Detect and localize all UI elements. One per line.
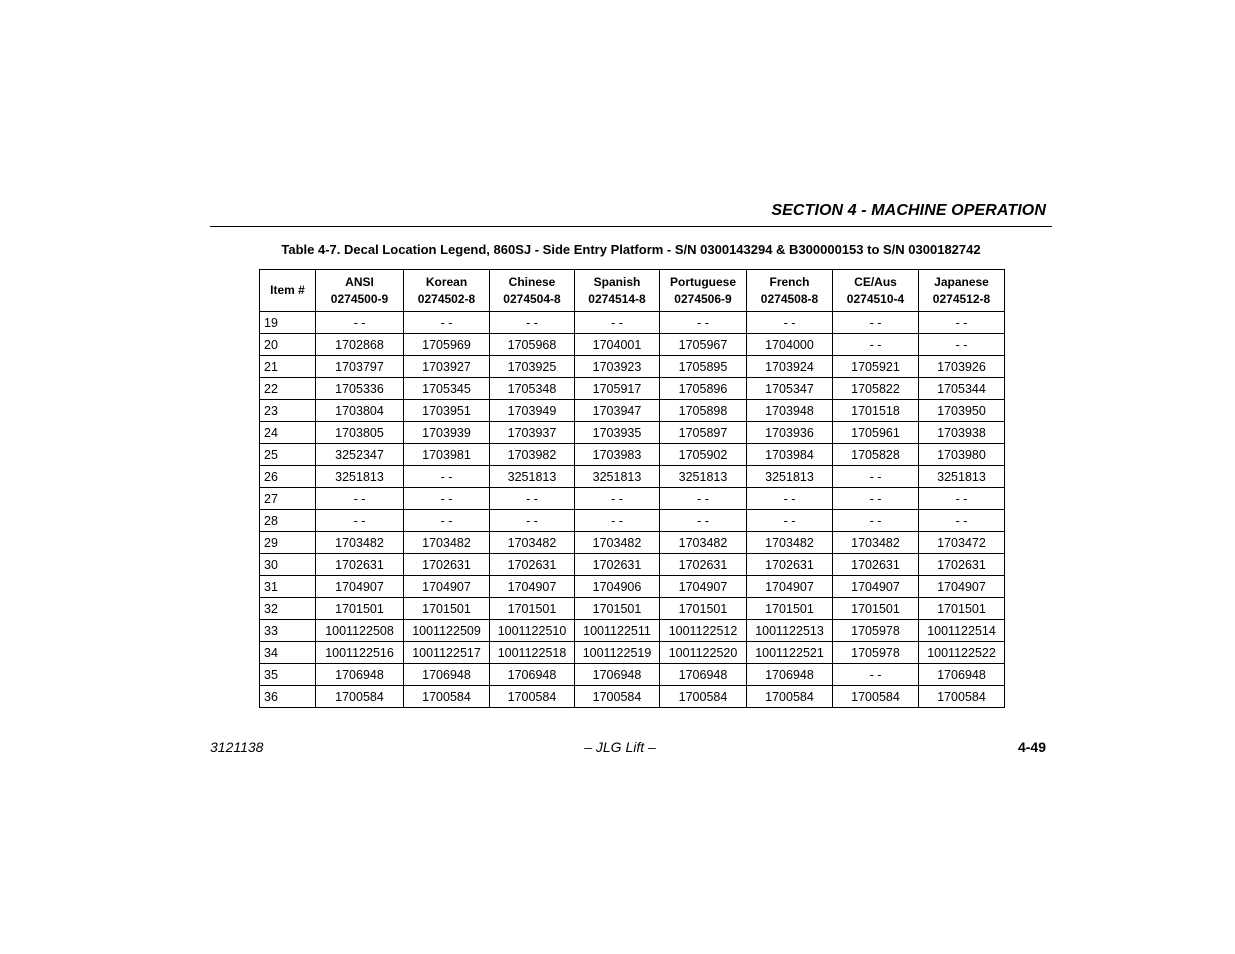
item-number-cell: 20	[260, 334, 316, 356]
item-number-cell: 24	[260, 422, 316, 444]
part-number-cell: - -	[833, 466, 919, 488]
part-number-cell: 1704907	[919, 576, 1005, 598]
column-header-name: Chinese	[508, 274, 556, 289]
part-number-cell: - -	[660, 510, 747, 532]
column-header-code: 0274508-8	[760, 291, 819, 306]
part-number-cell: - -	[919, 312, 1005, 334]
part-number-cell: 1001122517	[404, 642, 490, 664]
table-row	[260, 532, 1005, 554]
part-number-cell: 1703482	[833, 532, 919, 554]
part-number-cell: 1702631	[575, 554, 660, 576]
column-header-code: 0274514-8	[588, 291, 646, 306]
part-number-cell: 1703925	[490, 356, 575, 378]
column-header-name: French	[769, 274, 810, 289]
part-number-cell: 1705969	[404, 334, 490, 356]
part-number-cell: 1701501	[575, 598, 660, 620]
part-number-cell: 1701518	[833, 400, 919, 422]
column-header-code: 0274506-9	[674, 291, 732, 306]
part-number-cell: 1705336	[316, 378, 404, 400]
part-number-cell: 1703482	[660, 532, 747, 554]
part-number-cell: 1001122518	[490, 642, 575, 664]
part-number-cell: 1705345	[404, 378, 490, 400]
part-number-cell: 1001122514	[919, 620, 1005, 642]
part-number-cell: 1706948	[747, 664, 833, 686]
part-number-cell: 1700584	[575, 686, 660, 708]
part-number-cell: 1703984	[747, 444, 833, 466]
table-header-row	[260, 270, 1005, 312]
part-number-cell: - -	[919, 510, 1005, 532]
table-row	[260, 312, 1005, 334]
part-number-cell: - -	[919, 488, 1005, 510]
column-header-spanish	[575, 270, 660, 312]
item-number-cell: 21	[260, 356, 316, 378]
part-number-cell: - -	[833, 334, 919, 356]
part-number-cell: 1702631	[490, 554, 575, 576]
part-number-cell: 1703935	[575, 422, 660, 444]
part-number-cell: 1703980	[919, 444, 1005, 466]
part-number-cell: 1001122513	[747, 620, 833, 642]
part-number-cell: 1703482	[316, 532, 404, 554]
part-number-cell: 1703981	[404, 444, 490, 466]
part-number-cell: 1703804	[316, 400, 404, 422]
part-number-cell: - -	[919, 334, 1005, 356]
part-number-cell: 1703937	[490, 422, 575, 444]
item-number-cell: 31	[260, 576, 316, 598]
part-number-cell: 1703947	[575, 400, 660, 422]
part-number-cell: 1702868	[316, 334, 404, 356]
item-number-cell: 34	[260, 642, 316, 664]
part-number-cell: 1700584	[833, 686, 919, 708]
part-number-cell: 1701501	[747, 598, 833, 620]
part-number-cell: 1001122512	[660, 620, 747, 642]
part-number-cell: 1702631	[404, 554, 490, 576]
part-number-cell: 1701501	[316, 598, 404, 620]
table-row	[260, 664, 1005, 686]
item-number-cell: 30	[260, 554, 316, 576]
part-number-cell: 1703982	[490, 444, 575, 466]
table-row	[260, 598, 1005, 620]
part-number-cell: 1705968	[490, 334, 575, 356]
part-number-cell: 1001122511	[575, 620, 660, 642]
part-number-cell: - -	[404, 312, 490, 334]
part-number-cell: 1703924	[747, 356, 833, 378]
column-header-code: 0274512-8	[932, 291, 991, 306]
part-number-cell: 1705897	[660, 422, 747, 444]
item-number-cell: 28	[260, 510, 316, 532]
part-number-cell: 1001122516	[316, 642, 404, 664]
item-number-cell: 36	[260, 686, 316, 708]
part-number-cell: 1705978	[833, 642, 919, 664]
part-number-cell: - -	[316, 510, 404, 532]
part-number-cell: - -	[404, 466, 490, 488]
part-number-cell: 3251813	[490, 466, 575, 488]
part-number-cell: 1001122519	[575, 642, 660, 664]
footer-brand: – JLG Lift –	[584, 739, 656, 755]
column-header-item	[260, 270, 316, 312]
page-number: 4-49	[1017, 739, 1046, 755]
part-number-cell: 3251813	[316, 466, 404, 488]
part-number-cell: 1703805	[316, 422, 404, 444]
column-header-name: Spanish	[593, 274, 641, 289]
part-number-cell: 1705902	[660, 444, 747, 466]
column-header-portuguese	[660, 270, 747, 312]
part-number-cell: 1705896	[660, 378, 747, 400]
document-number: 3121138	[210, 739, 264, 755]
part-number-cell: 1704001	[575, 334, 660, 356]
part-number-cell: 3251813	[660, 466, 747, 488]
decal-location-table	[259, 269, 1005, 708]
part-number-cell: 1701501	[404, 598, 490, 620]
item-number-cell: 32	[260, 598, 316, 620]
part-number-cell: 1705344	[919, 378, 1005, 400]
part-number-cell: - -	[747, 510, 833, 532]
part-number-cell: - -	[575, 312, 660, 334]
part-number-cell: 1706948	[316, 664, 404, 686]
part-number-cell: 1704907	[316, 576, 404, 598]
part-number-cell: 3251813	[747, 466, 833, 488]
column-header-ce-aus	[833, 270, 919, 312]
part-number-cell: 1705895	[660, 356, 747, 378]
part-number-cell: 1703482	[490, 532, 575, 554]
part-number-cell: 1700584	[490, 686, 575, 708]
column-header-code: 0274510-4	[846, 291, 905, 306]
part-number-cell: - -	[575, 510, 660, 532]
part-number-cell: 1705961	[833, 422, 919, 444]
part-number-cell: 1704907	[833, 576, 919, 598]
part-number-cell: 1703983	[575, 444, 660, 466]
column-header-ansi	[316, 270, 404, 312]
part-number-cell: 1705978	[833, 620, 919, 642]
part-number-cell: 1703950	[919, 400, 1005, 422]
table-header	[260, 270, 1005, 312]
part-number-cell: 1706948	[660, 664, 747, 686]
part-number-cell: 1704907	[660, 576, 747, 598]
item-number-cell: 27	[260, 488, 316, 510]
column-header-french	[747, 270, 833, 312]
part-number-cell: 1705822	[833, 378, 919, 400]
part-number-cell: 1703482	[404, 532, 490, 554]
part-number-cell: 1700584	[919, 686, 1005, 708]
part-number-cell: 1001122510	[490, 620, 575, 642]
table-row	[260, 620, 1005, 642]
table-row	[260, 400, 1005, 422]
part-number-cell: - -	[404, 488, 490, 510]
table-row	[260, 378, 1005, 400]
part-number-cell: 1706948	[575, 664, 660, 686]
part-number-cell: 1702631	[833, 554, 919, 576]
part-number-cell: - -	[833, 510, 919, 532]
part-number-cell: - -	[833, 664, 919, 686]
item-number-cell: 26	[260, 466, 316, 488]
item-number-cell: 33	[260, 620, 316, 642]
part-number-cell: 1703949	[490, 400, 575, 422]
item-number-cell: 22	[260, 378, 316, 400]
part-number-cell: - -	[404, 510, 490, 532]
part-number-cell: 1706948	[919, 664, 1005, 686]
part-number-cell: 1001122521	[747, 642, 833, 664]
column-header-korean	[404, 270, 490, 312]
part-number-cell: 1702631	[919, 554, 1005, 576]
part-number-cell: 1702631	[660, 554, 747, 576]
part-number-cell: 1705921	[833, 356, 919, 378]
table-title: Table 4-7. Decal Location Legend, 860SJ - Side Entry Platform - S/N 0300143294 & B300000153 to S/N 0300182742	[281, 242, 981, 257]
table-row	[260, 422, 1005, 444]
part-number-cell: 1701501	[490, 598, 575, 620]
part-number-cell: 1705898	[660, 400, 747, 422]
part-number-cell: 1703482	[747, 532, 833, 554]
part-number-cell: 1705967	[660, 334, 747, 356]
part-number-cell: 1706948	[404, 664, 490, 686]
part-number-cell: - -	[660, 488, 747, 510]
part-number-cell: 1703472	[919, 532, 1005, 554]
part-number-cell: 1703938	[919, 422, 1005, 444]
table-row	[260, 576, 1005, 598]
part-number-cell: - -	[747, 312, 833, 334]
column-header-name: CE/Aus	[854, 274, 897, 289]
part-number-cell: 3251813	[575, 466, 660, 488]
part-number-cell: 1704000	[747, 334, 833, 356]
part-number-cell: 1700584	[316, 686, 404, 708]
part-number-cell: - -	[316, 488, 404, 510]
part-number-cell: 1703926	[919, 356, 1005, 378]
part-number-cell: - -	[833, 488, 919, 510]
part-number-cell: - -	[316, 312, 404, 334]
part-number-cell: 1706948	[490, 664, 575, 686]
item-number-cell: 19	[260, 312, 316, 334]
table-body	[260, 312, 1005, 708]
table-row	[260, 642, 1005, 664]
part-number-cell: 1001122522	[919, 642, 1005, 664]
column-header-name: Korean	[425, 274, 468, 289]
part-number-cell: 1701501	[660, 598, 747, 620]
part-number-cell: 1701501	[919, 598, 1005, 620]
item-number-cell: 23	[260, 400, 316, 422]
table-row	[260, 444, 1005, 466]
part-number-cell: 1703927	[404, 356, 490, 378]
table-row	[260, 554, 1005, 576]
part-number-cell: 1704906	[575, 576, 660, 598]
part-number-cell: 1700584	[747, 686, 833, 708]
part-number-cell: 1705347	[747, 378, 833, 400]
part-number-cell: 1702631	[747, 554, 833, 576]
part-number-cell: 1001122509	[404, 620, 490, 642]
part-number-cell: 1704907	[404, 576, 490, 598]
part-number-cell: 1703936	[747, 422, 833, 444]
column-header-chinese	[490, 270, 575, 312]
column-header-code: 0274500-9	[330, 291, 389, 306]
part-number-cell: 1705917	[575, 378, 660, 400]
part-number-cell: 1001122520	[660, 642, 747, 664]
item-number-cell: 25	[260, 444, 316, 466]
table-row	[260, 510, 1005, 532]
part-number-cell: 1703939	[404, 422, 490, 444]
column-header-name: Japanese	[934, 274, 989, 289]
part-number-cell: 1703797	[316, 356, 404, 378]
part-number-cell: 1702631	[316, 554, 404, 576]
part-number-cell: - -	[575, 488, 660, 510]
table-row	[260, 356, 1005, 378]
table-row	[260, 334, 1005, 356]
part-number-cell: 1703948	[747, 400, 833, 422]
part-number-cell: 3252347	[316, 444, 404, 466]
column-header-code: 0274504-8	[503, 291, 561, 306]
part-number-cell: - -	[490, 312, 575, 334]
header-divider	[210, 226, 1052, 227]
table-row	[260, 466, 1005, 488]
item-number-cell: 29	[260, 532, 316, 554]
column-header-name: Item #	[270, 283, 305, 297]
part-number-cell: - -	[490, 488, 575, 510]
part-number-cell: 3251813	[919, 466, 1005, 488]
part-number-cell: 1704907	[490, 576, 575, 598]
part-number-cell: 1705828	[833, 444, 919, 466]
table-row	[260, 686, 1005, 708]
part-number-cell: 1700584	[404, 686, 490, 708]
part-number-cell: 1703951	[404, 400, 490, 422]
column-header-code: 0274502-8	[417, 291, 476, 306]
column-header-name: Portuguese	[669, 274, 736, 289]
part-number-cell: - -	[490, 510, 575, 532]
column-header-japanese	[919, 270, 1005, 312]
item-number-cell: 35	[260, 664, 316, 686]
part-number-cell: 1703923	[575, 356, 660, 378]
part-number-cell: 1700584	[660, 686, 747, 708]
table-row	[260, 488, 1005, 510]
part-number-cell: 1704907	[747, 576, 833, 598]
part-number-cell: 1703482	[575, 532, 660, 554]
part-number-cell: 1705348	[490, 378, 575, 400]
section-header: SECTION 4 - MACHINE OPERATION	[771, 202, 1046, 219]
column-header-name: ANSI	[345, 274, 374, 289]
part-number-cell: - -	[747, 488, 833, 510]
part-number-cell: 1001122508	[316, 620, 404, 642]
part-number-cell: - -	[660, 312, 747, 334]
part-number-cell: - -	[833, 312, 919, 334]
part-number-cell: 1701501	[833, 598, 919, 620]
